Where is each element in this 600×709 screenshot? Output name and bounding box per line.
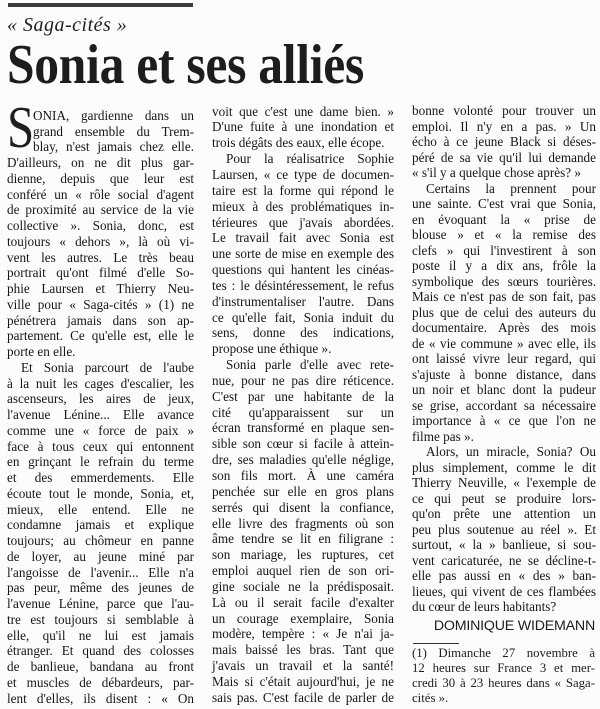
text-line: son fils mort. À une caméra — [212, 468, 394, 483]
text-line: dienne, depuis que leur est — [7, 170, 194, 186]
footnote-line: (1) Dimanche 27 novembre à — [412, 645, 595, 660]
text-line: trois dégâts des eaux, elle écope. — [212, 135, 385, 151]
text-line: Alors, un miracle, Sonia? Ou — [426, 444, 596, 459]
text-line: partement. Ce qu'elle est, elle le — [7, 328, 194, 344]
text-line: écho à ce jeune Black si déses- — [412, 134, 596, 149]
text-line: grand ensemble du Trem- — [33, 123, 194, 139]
text-line: face à tous ceux qui entonnent — [7, 438, 194, 454]
paragraph — [412, 181, 596, 445]
text-line: mieux à des problématiques in- — [212, 198, 394, 214]
text-line: symbolique des sœurs tourières. — [412, 273, 596, 289]
text-line: C'est par une habitante de la — [212, 388, 394, 404]
text-line: filme pas ». — [412, 428, 474, 444]
text-line: collective ». Sonia, donc, est — [7, 218, 194, 234]
text-line: emploi. Il n'y en a pas. » Un — [412, 118, 596, 134]
text-line: plus que de celui des auteurs du — [412, 304, 596, 320]
text-line: ce qui peut se produire lors- — [412, 490, 596, 506]
text-line: peu plus soutenue au réel ». Et — [412, 521, 596, 537]
paragraph — [412, 444, 596, 615]
text-line: Thierry Neuville, « l'exemple de — [412, 475, 596, 490]
headline: Sonia et ses alliés — [7, 34, 365, 96]
text-line: blouse » et « la remise des — [412, 227, 596, 242]
text-line: taire est la forme qui répond le — [212, 182, 394, 198]
text-line: qu'on prête une attention un — [412, 506, 596, 521]
footnote — [412, 646, 595, 706]
text-line: écoute tout le monde, Sonia, et, — [7, 485, 194, 501]
text-line: un courage exemplaire, Sonia — [212, 610, 394, 626]
footnote-line: 12 heures sur France 3 et mer- — [412, 660, 595, 675]
text-line: surtout, « la » banlieue, si sou- — [412, 537, 596, 552]
text-line: Certains la prennent pour — [426, 180, 596, 196]
text-line: en grinçant le refrain du terme — [7, 454, 194, 470]
text-line: toujours « dehors », là où vi- — [7, 233, 194, 249]
text-line: en évoquant la « prise de — [412, 211, 596, 227]
text-line: Pour la réalisatrice Sophie — [226, 151, 394, 167]
text-line: vent les autres. Le très beau — [7, 249, 194, 265]
byline: DOMINIQUE WIDEMANN — [433, 618, 595, 634]
text-line: j'avais un travail et la santé! — [212, 658, 394, 674]
text-line: de banlieue, bandana au front — [7, 659, 194, 675]
text-line: questions qui hantent les cinéas- — [212, 262, 394, 278]
footnote-rule — [413, 643, 459, 644]
text-line: et muscles de débardeurs, par- — [7, 674, 194, 690]
text-line: Le travail fait avec Sonia est — [212, 230, 394, 246]
text-line: l'avenue Lénine... Elle avance — [7, 407, 194, 423]
text-line: D'une fuite à une inondation et — [212, 119, 394, 135]
text-line: pénétrera jamais dans son ap- — [7, 312, 194, 328]
text-line: documentaire. Après des mois — [412, 320, 596, 335]
text-line: Mais ce n'est pas de son fait, pas — [412, 289, 596, 304]
text-line: tes : le désintéressement, le refus — [212, 277, 394, 293]
text-line: nue, pour ne pas dire réticence. — [212, 372, 394, 388]
text-line: elle pas aussi en « des » ban- — [412, 568, 596, 583]
text-line: l'angoisse de l'avenir... Elle n'a — [7, 564, 194, 580]
text-line: portrait qu'ont filmé d'elle So- — [7, 265, 194, 281]
text-line: un noir et blanc dont la pudeur — [412, 382, 596, 397]
footnote-line: cités ». — [412, 690, 449, 705]
text-line: pas peur, même des jeunes de — [7, 580, 194, 596]
paragraph — [412, 103, 596, 181]
text-line: étranger. Et quand des colosses — [7, 643, 194, 659]
text-line: gine sociale ne la prédisposait. — [212, 578, 394, 594]
paragraph — [212, 104, 394, 152]
text-line: clefs » qui l'investirent à son — [412, 242, 596, 258]
text-line: ville pour « Saga-cités » (1) ne — [7, 296, 194, 312]
paragraph — [7, 108, 194, 360]
text-line: toujours; au chômeur en panne — [7, 533, 194, 549]
text-line: de proximité au service de la vie — [7, 202, 194, 218]
text-line: sais pas. C'est facile de parler de — [212, 689, 394, 705]
text-line: elle, qu'il ne lui est jamais — [7, 627, 194, 643]
text-line: poste il y a dix ans, frôle la — [412, 258, 596, 273]
text-line: cité qu'apparaissent sur un — [212, 404, 394, 420]
top-rule — [8, 3, 193, 7]
text-line: d'instrumentaliser l'autre. Dans — [212, 293, 394, 309]
text-line: sens, donne des indications, — [212, 325, 394, 341]
text-line: Et Sonia parcourt de l'aube — [21, 359, 194, 375]
text-line: l'avenue Lénine, parce que l'au- — [7, 596, 194, 612]
text-line: Laursen, « ce type de documen- — [212, 166, 394, 182]
text-line: phie Laursen et Thierry Neu- — [7, 281, 194, 297]
text-line: térieures que j'avais abordées. — [212, 214, 394, 230]
text-line: Là ou il serait facile d'exalter — [212, 594, 394, 610]
text-line: mais baissé les bras. Tant que — [212, 642, 394, 658]
text-line: ont laissé vivre leur regard, qui — [412, 351, 596, 366]
text-line: voit que c'est une dame bien. » — [212, 103, 394, 119]
text-line: une sainte. C'est vrai que Sonia, — [412, 196, 596, 211]
text-line: « s'il y a quelque chose après? » — [412, 165, 581, 180]
text-line: serrés qui disent la confiance, — [212, 499, 394, 515]
text-line: une sorte de mise en exemple des — [212, 246, 394, 262]
text-line: s'ajuste à bonne distance, dans — [412, 366, 596, 382]
text-line: péré de sa vie qu'il lui demande — [412, 149, 596, 165]
text-line: et des emmerdements. Elle — [7, 470, 194, 486]
text-line: blay, n'est jamais chez elle. — [33, 139, 194, 155]
text-line: propose une éthique ». — [212, 341, 332, 357]
text-line: écran transformé en plaque sen- — [212, 420, 394, 436]
footnote-line: credi 30 à 23 heures dans « Saga- — [412, 675, 595, 690]
text-line: mieux, elle entend. Elle ne — [7, 501, 194, 517]
text-line: lieues, qui vivent de ces flambées — [412, 583, 596, 599]
text-line: du cœur de leurs habitants? — [412, 599, 557, 614]
text-line: de loyer, au jeune miné par — [7, 548, 194, 564]
article-column-2 — [212, 104, 394, 706]
text-line: elle livre des fragments où son — [212, 515, 394, 531]
text-line: emploi auquel rien de son ori- — [212, 563, 394, 579]
paragraph — [212, 151, 394, 357]
text-line: importance à « ce que l'on ne — [412, 413, 596, 428]
text-line: sible son cœur si facile à attein- — [212, 436, 394, 452]
text-line: condamne jamais et explique — [7, 517, 194, 533]
text-line: ONIA, gardienne dans un — [33, 107, 194, 123]
text-line: Mais si c'était aujourd'hui, je ne — [212, 673, 394, 689]
text-line: plus simplement, comme le dit — [412, 459, 596, 475]
text-line: son mariage, les ruptures, cet — [212, 547, 394, 563]
text-line: porte en elle. — [7, 344, 76, 360]
text-line: tre est toujours si semblable à — [7, 611, 194, 627]
article-column-3 — [412, 103, 596, 615]
article-column-1 — [7, 108, 194, 707]
text-line: se grise, accordant sa nécessaire — [412, 397, 596, 413]
text-line: lent d'elles, ils disent : « On — [7, 690, 194, 706]
text-line: âme tendre se lit en filigrane : — [212, 531, 394, 547]
text-line: ascenseurs, les aires de jeux, — [7, 391, 194, 407]
text-line: de « vie commune » avec elle, ils — [412, 335, 596, 351]
text-line: dre, ses maladies qu'elle néglige, — [212, 452, 394, 468]
kicker: « Saga-cités » — [7, 14, 128, 36]
text-line: vent caricaturée, ne se décline-t- — [412, 552, 596, 568]
text-line: ce qu'elle fait, Sonia induit du — [212, 309, 394, 325]
text-line: bonne volonté pour trouver un — [412, 103, 596, 118]
text-line: conféré un « rôle social d'agent — [7, 186, 194, 202]
paragraph — [212, 357, 394, 706]
paragraph — [7, 360, 194, 707]
text-line: Sonia parle d'elle avec rete- — [226, 357, 394, 373]
text-line: à la nuit les cages d'escalier, les — [7, 375, 194, 391]
text-line: modère, tempère : « Je n'ai ja- — [212, 626, 394, 642]
text-line: D'ailleurs, on ne dit plus gar- — [7, 155, 194, 171]
drop-cap: S — [7, 93, 35, 160]
text-line: comme une « force de paix » — [7, 422, 194, 438]
text-line: penchée sur elle en gros plans — [212, 483, 394, 499]
